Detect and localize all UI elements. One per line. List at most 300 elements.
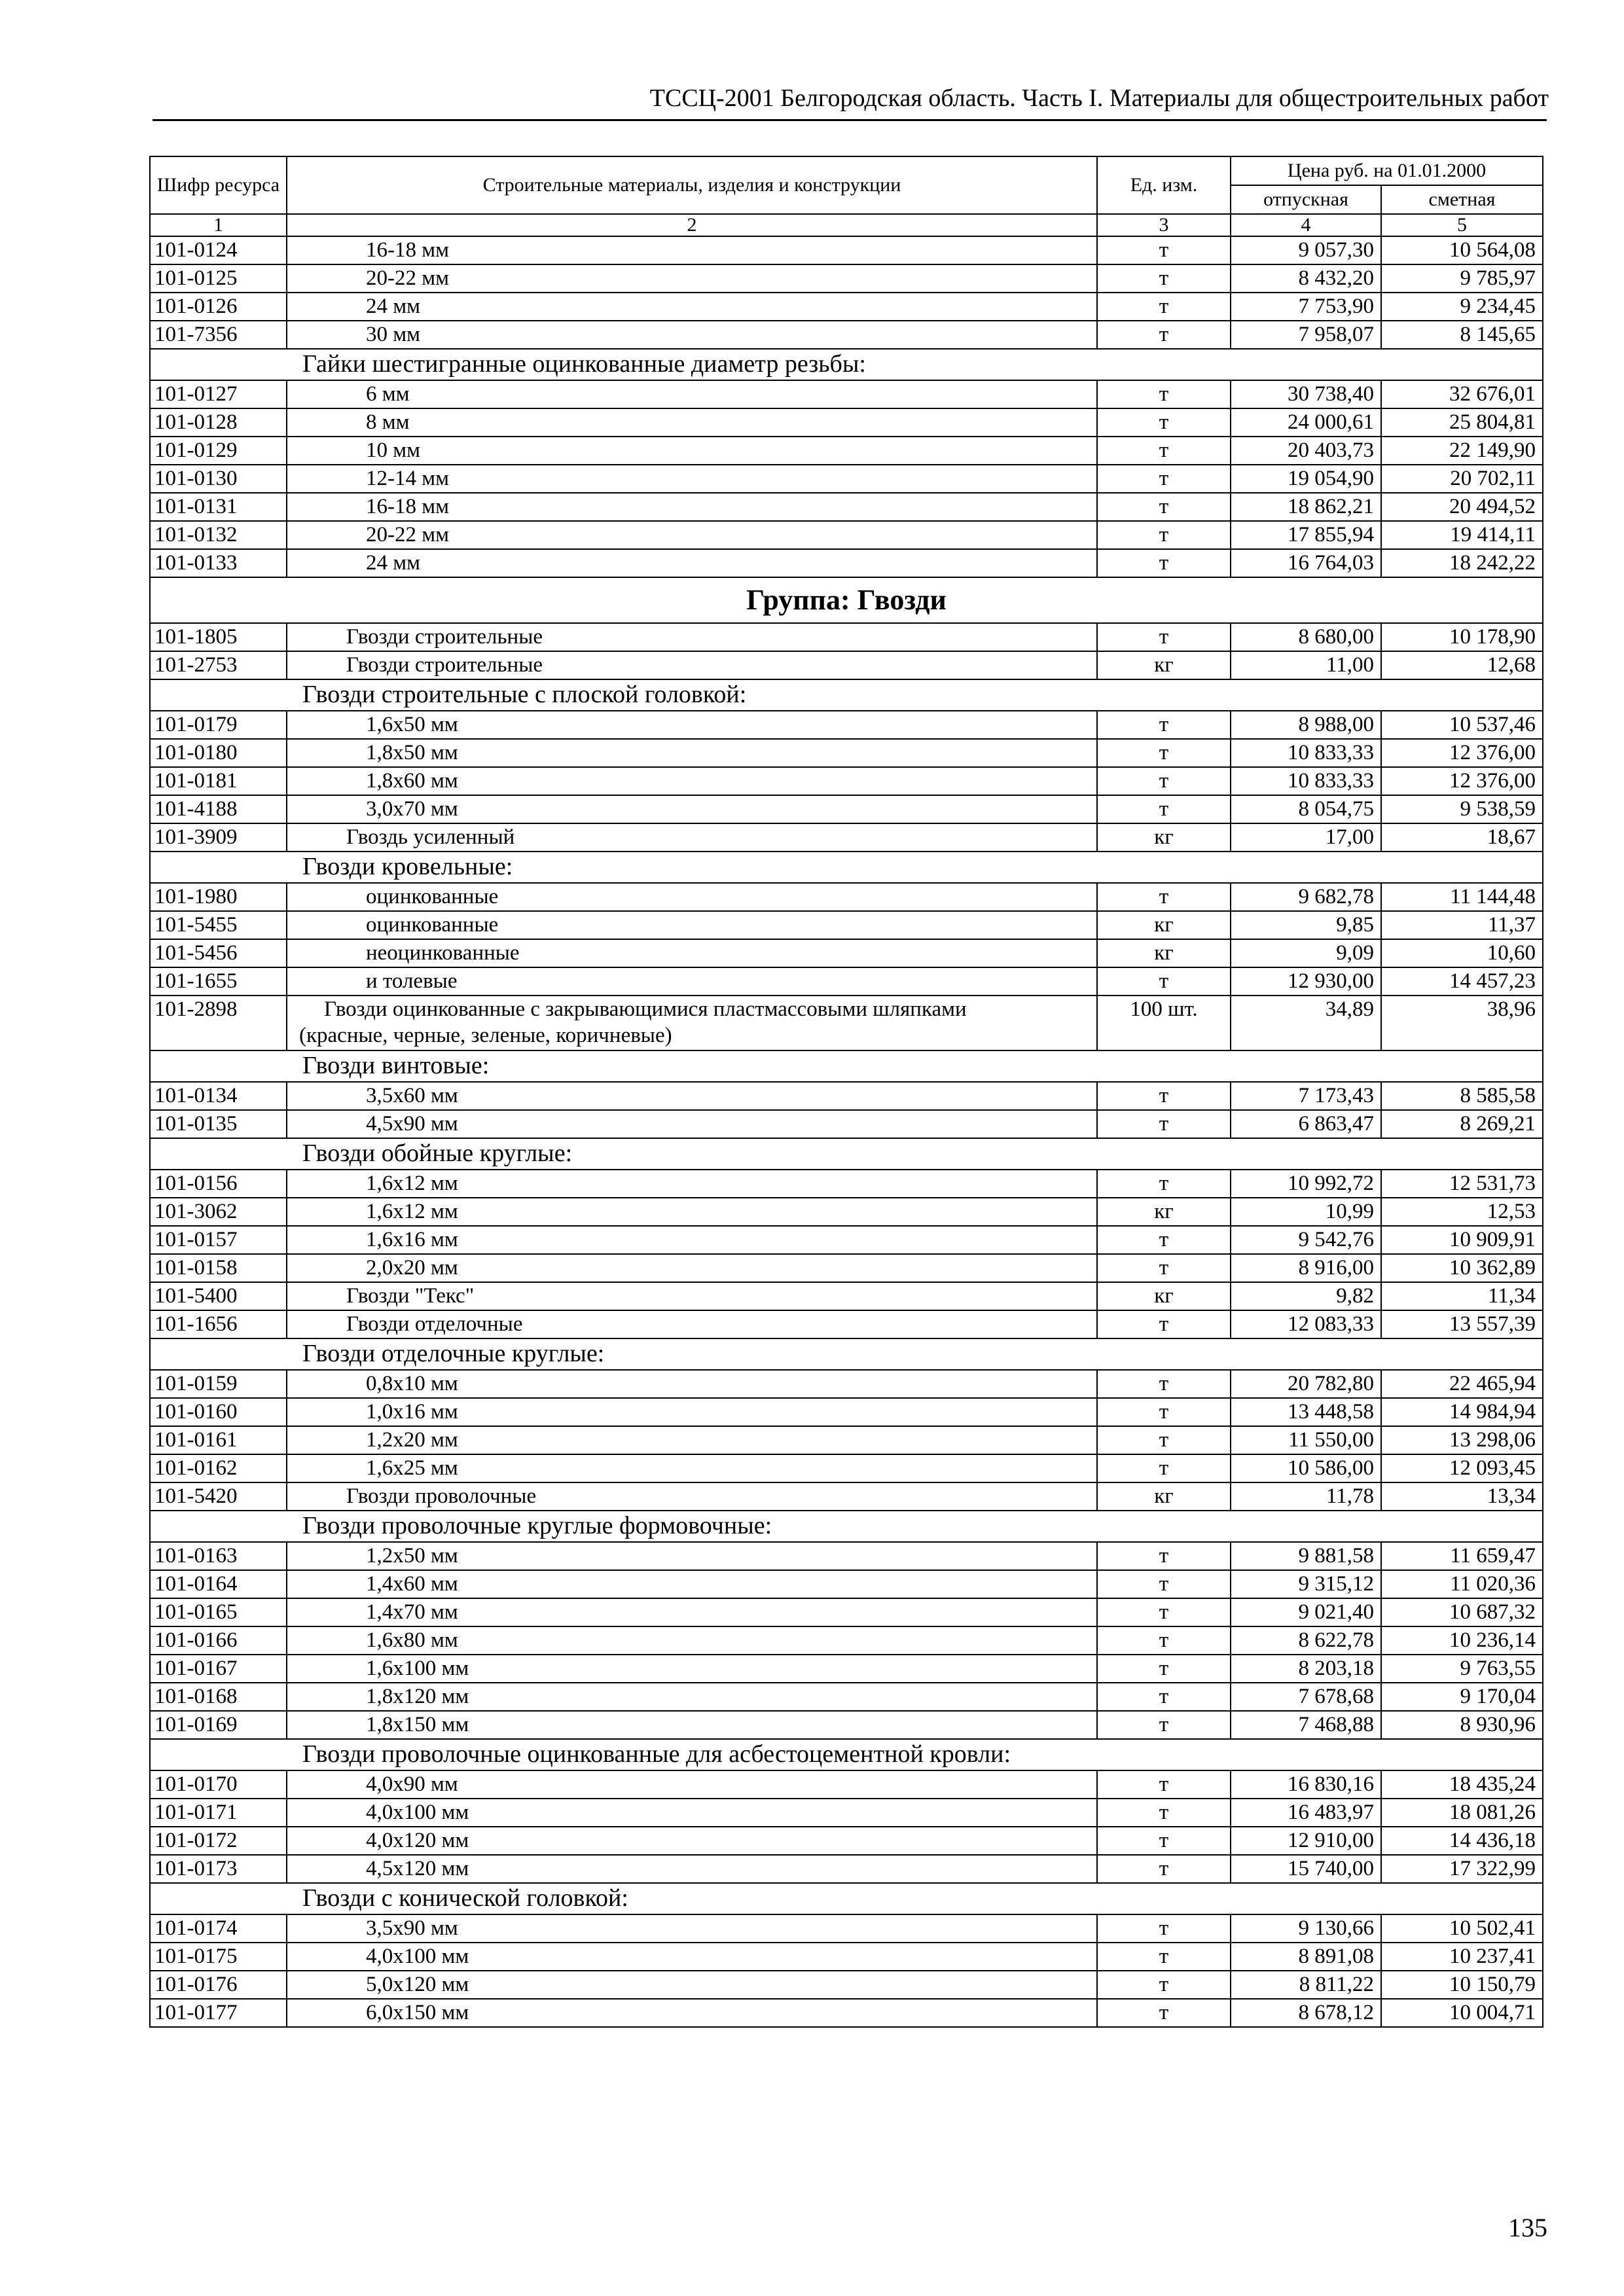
resource-code: 101-0164 xyxy=(150,1570,287,1598)
table-row xyxy=(150,939,1543,967)
unit-of-measure: т xyxy=(1097,1770,1231,1799)
material-name: 1,6х50 мм xyxy=(287,711,1097,739)
unit-of-measure: т xyxy=(1097,264,1231,293)
estimate-price: 25 804,81 xyxy=(1381,408,1543,437)
resource-code: 101-1655 xyxy=(150,967,287,996)
unit-of-measure: т xyxy=(1097,437,1231,465)
table-row xyxy=(150,1170,1543,1198)
release-price: 9 057,30 xyxy=(1231,236,1381,264)
release-price: 11,00 xyxy=(1231,651,1381,679)
table-row xyxy=(150,236,1543,264)
material-name: 4,0х90 мм xyxy=(287,1770,1097,1799)
release-price: 8 432,20 xyxy=(1231,264,1381,293)
unit-of-measure: т xyxy=(1097,1799,1231,1827)
table-row xyxy=(150,1398,1543,1426)
unit-of-measure: т xyxy=(1097,1971,1231,1999)
section-heading-row xyxy=(150,1050,1543,1082)
table-row xyxy=(150,321,1543,349)
release-price: 17,00 xyxy=(1231,823,1381,852)
resource-code: 101-1980 xyxy=(150,883,287,911)
estimate-price: 9 538,59 xyxy=(1381,795,1543,823)
estimate-price: 12 531,73 xyxy=(1381,1170,1543,1198)
resource-code: 101-0166 xyxy=(150,1626,287,1655)
unit-of-measure: т xyxy=(1097,549,1231,577)
estimate-price: 10 236,14 xyxy=(1381,1626,1543,1655)
resource-code: 101-1805 xyxy=(150,623,287,651)
material-name: 24 мм xyxy=(287,549,1097,577)
table-row xyxy=(150,1598,1543,1626)
table-row xyxy=(150,795,1543,823)
unit-of-measure: т xyxy=(1097,883,1231,911)
table-row xyxy=(150,1943,1543,1971)
section-heading: Гайки шестигранные оцинкованные диаметр резьбы: xyxy=(150,349,1543,380)
table-row xyxy=(150,1570,1543,1598)
estimate-price: 12 376,00 xyxy=(1381,767,1543,795)
table-header xyxy=(150,156,1543,236)
estimate-price: 10 687,32 xyxy=(1381,1598,1543,1626)
unit-of-measure: кг xyxy=(1097,911,1231,939)
release-price: 9 315,12 xyxy=(1231,1570,1381,1598)
estimate-price: 13,34 xyxy=(1381,1482,1543,1511)
table-row xyxy=(150,1827,1543,1855)
unit-of-measure: т xyxy=(1097,623,1231,651)
table-row xyxy=(150,1370,1543,1398)
release-price: 9,82 xyxy=(1231,1282,1381,1310)
release-price: 6 863,47 xyxy=(1231,1110,1381,1138)
release-price: 8 203,18 xyxy=(1231,1655,1381,1683)
material-name: 5,0х120 мм xyxy=(287,1971,1097,1999)
material-name: 1,8х120 мм xyxy=(287,1683,1097,1711)
unit-of-measure: т xyxy=(1097,1370,1231,1398)
estimate-price: 11 020,36 xyxy=(1381,1570,1543,1598)
estimate-price: 14 436,18 xyxy=(1381,1827,1543,1855)
unit-of-measure: кг xyxy=(1097,939,1231,967)
release-price: 7 173,43 xyxy=(1231,1082,1381,1110)
resource-code: 101-0126 xyxy=(150,293,287,321)
table-row xyxy=(150,380,1543,408)
resource-code: 101-0129 xyxy=(150,437,287,465)
table-row xyxy=(150,408,1543,437)
section-heading-row xyxy=(150,1338,1543,1370)
unit-of-measure: т xyxy=(1097,408,1231,437)
unit-of-measure: т xyxy=(1097,1914,1231,1943)
material-name: 20-22 мм xyxy=(287,521,1097,549)
release-price: 7 753,90 xyxy=(1231,293,1381,321)
section-heading: Гвозди отделочные круглые: xyxy=(150,1338,1543,1370)
release-price: 10 833,33 xyxy=(1231,767,1381,795)
section-heading: Гвозди кровельные: xyxy=(150,852,1543,883)
release-price: 20 782,80 xyxy=(1231,1370,1381,1398)
table-row xyxy=(150,739,1543,767)
resource-code: 101-5455 xyxy=(150,911,287,939)
material-name: 4,5х120 мм xyxy=(287,1855,1097,1883)
material-name: 3,5х60 мм xyxy=(287,1082,1097,1110)
resource-code: 101-0159 xyxy=(150,1370,287,1398)
resource-code: 101-0134 xyxy=(150,1082,287,1110)
release-price: 30 738,40 xyxy=(1231,380,1381,408)
table-row xyxy=(150,1110,1543,1138)
estimate-price: 20 702,11 xyxy=(1381,465,1543,493)
resource-code: 101-0125 xyxy=(150,264,287,293)
estimate-price: 11,37 xyxy=(1381,911,1543,939)
estimate-price: 9 170,04 xyxy=(1381,1683,1543,1711)
resource-code: 101-0170 xyxy=(150,1770,287,1799)
group-heading-row xyxy=(150,577,1543,623)
release-price: 9,09 xyxy=(1231,939,1381,967)
release-price: 10 586,00 xyxy=(1231,1454,1381,1482)
header-code: Шифр ресурса xyxy=(150,156,287,214)
unit-of-measure: т xyxy=(1097,521,1231,549)
resource-code: 101-5420 xyxy=(150,1482,287,1511)
estimate-price: 12 376,00 xyxy=(1381,739,1543,767)
resource-code: 101-0168 xyxy=(150,1683,287,1711)
estimate-price: 10 237,41 xyxy=(1381,1943,1543,1971)
material-name: Гвозди проволочные xyxy=(287,1482,1097,1511)
resource-code: 101-0158 xyxy=(150,1254,287,1282)
unit-of-measure: т xyxy=(1097,1855,1231,1883)
release-price: 9,85 xyxy=(1231,911,1381,939)
unit-of-measure: т xyxy=(1097,1683,1231,1711)
table-row xyxy=(150,1914,1543,1943)
table-row xyxy=(150,883,1543,911)
header-unit: Ед. изм. xyxy=(1097,156,1231,214)
release-price: 7 468,88 xyxy=(1231,1711,1381,1739)
unit-of-measure: т xyxy=(1097,1711,1231,1739)
resource-code: 101-0174 xyxy=(150,1914,287,1943)
estimate-price: 13 298,06 xyxy=(1381,1426,1543,1454)
table-row xyxy=(150,1282,1543,1310)
release-price: 8 916,00 xyxy=(1231,1254,1381,1282)
resource-code: 101-0128 xyxy=(150,408,287,437)
release-price: 11,78 xyxy=(1231,1482,1381,1511)
table-row xyxy=(150,1683,1543,1711)
unit-of-measure: т xyxy=(1097,1655,1231,1683)
unit-of-measure: т xyxy=(1097,1542,1231,1570)
page-header-title: ТССЦ-2001 Белгородская область. Часть I. Материалы для общестроительных работ xyxy=(649,84,1549,112)
release-price: 9 542,76 xyxy=(1231,1226,1381,1254)
table-row xyxy=(150,1855,1543,1883)
release-price: 11 550,00 xyxy=(1231,1426,1381,1454)
resource-code: 101-0161 xyxy=(150,1426,287,1454)
estimate-price: 10 537,46 xyxy=(1381,711,1543,739)
resource-code: 101-0131 xyxy=(150,493,287,521)
material-name-line: Гвозди оцинкованные с закрывающимися пластмассовыми шляпками xyxy=(324,997,967,1021)
section-heading-row xyxy=(150,349,1543,380)
unit-of-measure: т xyxy=(1097,465,1231,493)
resource-code: 101-7356 xyxy=(150,321,287,349)
release-price: 7 678,68 xyxy=(1231,1683,1381,1711)
unit-of-measure: т xyxy=(1097,321,1231,349)
material-name: 1,0х16 мм xyxy=(287,1398,1097,1426)
estimate-price: 10 362,89 xyxy=(1381,1254,1543,1282)
material-name: 6 мм xyxy=(287,380,1097,408)
section-heading: Гвозди проволочные круглые формовочные: xyxy=(150,1511,1543,1542)
resource-code: 101-1656 xyxy=(150,1310,287,1338)
unit-of-measure: т xyxy=(1097,293,1231,321)
resource-code: 101-2753 xyxy=(150,651,287,679)
table-row xyxy=(150,493,1543,521)
release-price: 10,99 xyxy=(1231,1198,1381,1226)
unit-of-measure: т xyxy=(1097,236,1231,264)
estimate-price: 10 178,90 xyxy=(1381,623,1543,651)
material-name: 16-18 мм xyxy=(287,493,1097,521)
resource-code: 101-0156 xyxy=(150,1170,287,1198)
estimate-price: 22 465,94 xyxy=(1381,1370,1543,1398)
resource-code: 101-0173 xyxy=(150,1855,287,1883)
table-row xyxy=(150,767,1543,795)
estimate-price: 20 494,52 xyxy=(1381,493,1543,521)
unit-of-measure: кг xyxy=(1097,651,1231,679)
material-name: 20-22 мм xyxy=(287,264,1097,293)
table-row xyxy=(150,996,1543,1050)
table-row xyxy=(150,437,1543,465)
section-heading-row xyxy=(150,1739,1543,1770)
page-number: 135 xyxy=(1508,2213,1547,2242)
material-name: 1,6х80 мм xyxy=(287,1626,1097,1655)
section-heading: Гвозди с конической головкой: xyxy=(150,1883,1543,1914)
unit-of-measure: т xyxy=(1097,1110,1231,1138)
material-name: 4,5х90 мм xyxy=(287,1110,1097,1138)
resource-code: 101-0172 xyxy=(150,1827,287,1855)
estimate-price: 10,60 xyxy=(1381,939,1543,967)
estimate-price: 9 785,97 xyxy=(1381,264,1543,293)
material-name: 1,8х150 мм xyxy=(287,1711,1097,1739)
material-name: Гвозди "Текс" xyxy=(287,1282,1097,1310)
estimate-price: 12,53 xyxy=(1381,1198,1543,1226)
unit-of-measure: т xyxy=(1097,380,1231,408)
header-col-num: 2 xyxy=(287,214,1097,236)
unit-of-measure: т xyxy=(1097,795,1231,823)
material-name: 24 мм xyxy=(287,293,1097,321)
release-price: 9 682,78 xyxy=(1231,883,1381,911)
material-name: 1,4х70 мм xyxy=(287,1598,1097,1626)
section-heading: Гвозди проволочные оцинкованные для асбестоцементной кровли: xyxy=(150,1739,1543,1770)
estimate-price: 22 149,90 xyxy=(1381,437,1543,465)
estimate-price: 14 984,94 xyxy=(1381,1398,1543,1426)
estimate-price: 9 234,45 xyxy=(1381,293,1543,321)
estimate-price: 12 093,45 xyxy=(1381,1454,1543,1482)
estimate-price: 8 145,65 xyxy=(1381,321,1543,349)
material-name: 8 мм xyxy=(287,408,1097,437)
table-row xyxy=(150,465,1543,493)
resource-code: 101-0157 xyxy=(150,1226,287,1254)
material-name-line: (красные, черные, зеленые, коричневые) xyxy=(299,1024,672,1047)
header-divider xyxy=(153,119,1547,121)
resource-code: 101-5400 xyxy=(150,1282,287,1310)
table-row xyxy=(150,521,1543,549)
release-price: 9 881,58 xyxy=(1231,1542,1381,1570)
unit-of-measure: т xyxy=(1097,493,1231,521)
section-heading: Гвозди строительные с плоской головкой: xyxy=(150,679,1543,711)
unit-of-measure: т xyxy=(1097,767,1231,795)
estimate-price: 10 909,91 xyxy=(1381,1226,1543,1254)
estimate-price: 9 763,55 xyxy=(1381,1655,1543,1683)
unit-of-measure: т xyxy=(1097,1626,1231,1655)
header-price: Цена руб. на 01.01.2000 xyxy=(1231,156,1543,185)
table-row xyxy=(150,1082,1543,1110)
estimate-price: 18,67 xyxy=(1381,823,1543,852)
resource-code: 101-0132 xyxy=(150,521,287,549)
estimate-price: 17 322,99 xyxy=(1381,1855,1543,1883)
unit-of-measure: т xyxy=(1097,1943,1231,1971)
release-price: 24 000,61 xyxy=(1231,408,1381,437)
table-row xyxy=(150,1655,1543,1683)
table-row xyxy=(150,1482,1543,1511)
resource-code: 101-0171 xyxy=(150,1799,287,1827)
release-price: 34,89 xyxy=(1231,996,1381,1050)
resource-code: 101-0124 xyxy=(150,236,287,264)
material-name: 3,5х90 мм xyxy=(287,1914,1097,1943)
release-price: 16 483,97 xyxy=(1231,1799,1381,1827)
resource-code: 101-0127 xyxy=(150,380,287,408)
table-row xyxy=(150,967,1543,996)
estimate-price: 11 659,47 xyxy=(1381,1542,1543,1570)
unit-of-measure: т xyxy=(1097,1170,1231,1198)
release-price: 18 862,21 xyxy=(1231,493,1381,521)
estimate-price: 18 081,26 xyxy=(1381,1799,1543,1827)
material-name: 16-18 мм xyxy=(287,236,1097,264)
section-heading-row xyxy=(150,1138,1543,1170)
material-name: 1,6х16 мм xyxy=(287,1226,1097,1254)
table-row xyxy=(150,1226,1543,1254)
release-price: 15 740,00 xyxy=(1231,1855,1381,1883)
resource-code: 101-0135 xyxy=(150,1110,287,1138)
estimate-price: 8 930,96 xyxy=(1381,1711,1543,1739)
material-name: 1,4х60 мм xyxy=(287,1570,1097,1598)
material-name: 6,0х150 мм xyxy=(287,1999,1097,2027)
release-price: 8 622,78 xyxy=(1231,1626,1381,1655)
table-row xyxy=(150,823,1543,852)
table-row xyxy=(150,1198,1543,1226)
header-estimate-price: сметная xyxy=(1381,185,1543,214)
table-row xyxy=(150,1626,1543,1655)
material-name: оцинкованные xyxy=(287,883,1097,911)
estimate-price: 18 435,24 xyxy=(1381,1770,1543,1799)
release-price: 9 021,40 xyxy=(1231,1598,1381,1626)
material-name: Гвозди отделочные xyxy=(287,1310,1097,1338)
table-row xyxy=(150,651,1543,679)
release-price: 12 083,33 xyxy=(1231,1310,1381,1338)
unit-of-measure: 100 шт. xyxy=(1097,996,1231,1050)
table-row xyxy=(150,911,1543,939)
resource-code: 101-4188 xyxy=(150,795,287,823)
section-heading-row xyxy=(150,1883,1543,1914)
resource-code: 101-0133 xyxy=(150,549,287,577)
header-name: Строительные материалы, изделия и конструкции xyxy=(287,156,1097,214)
resource-code: 101-0130 xyxy=(150,465,287,493)
header-col-num: 4 xyxy=(1231,214,1381,236)
material-name: 1,6х100 мм xyxy=(287,1655,1097,1683)
release-price: 8 988,00 xyxy=(1231,711,1381,739)
unit-of-measure: кг xyxy=(1097,1282,1231,1310)
table-row xyxy=(150,623,1543,651)
release-price: 17 855,94 xyxy=(1231,521,1381,549)
estimate-price: 19 414,11 xyxy=(1381,521,1543,549)
material-name: 1,6х25 мм xyxy=(287,1454,1097,1482)
resource-code: 101-2898 xyxy=(150,996,287,1050)
unit-of-measure: т xyxy=(1097,1310,1231,1338)
section-heading-row xyxy=(150,852,1543,883)
release-price: 8 891,08 xyxy=(1231,1943,1381,1971)
table-row xyxy=(150,711,1543,739)
release-price: 8 811,22 xyxy=(1231,1971,1381,1999)
table-body xyxy=(150,236,1543,2027)
section-heading-row xyxy=(150,1511,1543,1542)
material-name: 1,8х60 мм xyxy=(287,767,1097,795)
table-row xyxy=(150,1799,1543,1827)
material-name: Гвозди строительные xyxy=(287,623,1097,651)
resource-code: 101-0177 xyxy=(150,1999,287,2027)
estimate-price: 14 457,23 xyxy=(1381,967,1543,996)
material-name: и толевые xyxy=(287,967,1097,996)
release-price: 12 910,00 xyxy=(1231,1827,1381,1855)
release-price: 9 130,66 xyxy=(1231,1914,1381,1943)
unit-of-measure: т xyxy=(1097,1827,1231,1855)
release-price: 16 764,03 xyxy=(1231,549,1381,577)
material-name: 2,0х20 мм xyxy=(287,1254,1097,1282)
release-price: 12 930,00 xyxy=(1231,967,1381,996)
estimate-price: 13 557,39 xyxy=(1381,1310,1543,1338)
estimate-price: 10 150,79 xyxy=(1381,1971,1543,1999)
resource-code: 101-0169 xyxy=(150,1711,287,1739)
material-name xyxy=(287,996,1097,1050)
material-name: 1,2х20 мм xyxy=(287,1426,1097,1454)
table-row xyxy=(150,1770,1543,1799)
table-row xyxy=(150,1971,1543,1999)
release-price: 8 054,75 xyxy=(1231,795,1381,823)
release-price: 8 680,00 xyxy=(1231,623,1381,651)
section-heading: Гвозди винтовые: xyxy=(150,1050,1543,1082)
table-row xyxy=(150,1999,1543,2027)
header-release-price: отпускная xyxy=(1231,185,1381,214)
estimate-price: 10 564,08 xyxy=(1381,236,1543,264)
unit-of-measure: т xyxy=(1097,1082,1231,1110)
unit-of-measure: т xyxy=(1097,967,1231,996)
header-col-num: 3 xyxy=(1097,214,1231,236)
header-col-num: 5 xyxy=(1381,214,1543,236)
header-col-num: 1 xyxy=(150,214,287,236)
release-price: 16 830,16 xyxy=(1231,1770,1381,1799)
material-name: 1,6х12 мм xyxy=(287,1198,1097,1226)
release-price: 8 678,12 xyxy=(1231,1999,1381,2027)
resource-code: 101-3062 xyxy=(150,1198,287,1226)
estimate-price: 11,34 xyxy=(1381,1282,1543,1310)
material-name: 1,8х50 мм xyxy=(287,739,1097,767)
material-name: 0,8х10 мм xyxy=(287,1370,1097,1398)
table-row xyxy=(150,1542,1543,1570)
material-name: 30 мм xyxy=(287,321,1097,349)
estimate-price: 38,96 xyxy=(1381,996,1543,1050)
unit-of-measure: кг xyxy=(1097,1482,1231,1511)
unit-of-measure: т xyxy=(1097,1999,1231,2027)
resource-code: 101-0181 xyxy=(150,767,287,795)
unit-of-measure: кг xyxy=(1097,823,1231,852)
estimate-price: 10 502,41 xyxy=(1381,1914,1543,1943)
resource-code: 101-0176 xyxy=(150,1971,287,1999)
unit-of-measure: т xyxy=(1097,711,1231,739)
resource-code: 101-0175 xyxy=(150,1943,287,1971)
price-table xyxy=(149,156,1543,2028)
table-row xyxy=(150,549,1543,577)
release-price: 10 833,33 xyxy=(1231,739,1381,767)
resource-code: 101-3909 xyxy=(150,823,287,852)
material-name: 4,0х100 мм xyxy=(287,1943,1097,1971)
unit-of-measure: т xyxy=(1097,1398,1231,1426)
estimate-price: 32 676,01 xyxy=(1381,380,1543,408)
release-price: 7 958,07 xyxy=(1231,321,1381,349)
release-price: 10 992,72 xyxy=(1231,1170,1381,1198)
material-name: 10 мм xyxy=(287,437,1097,465)
